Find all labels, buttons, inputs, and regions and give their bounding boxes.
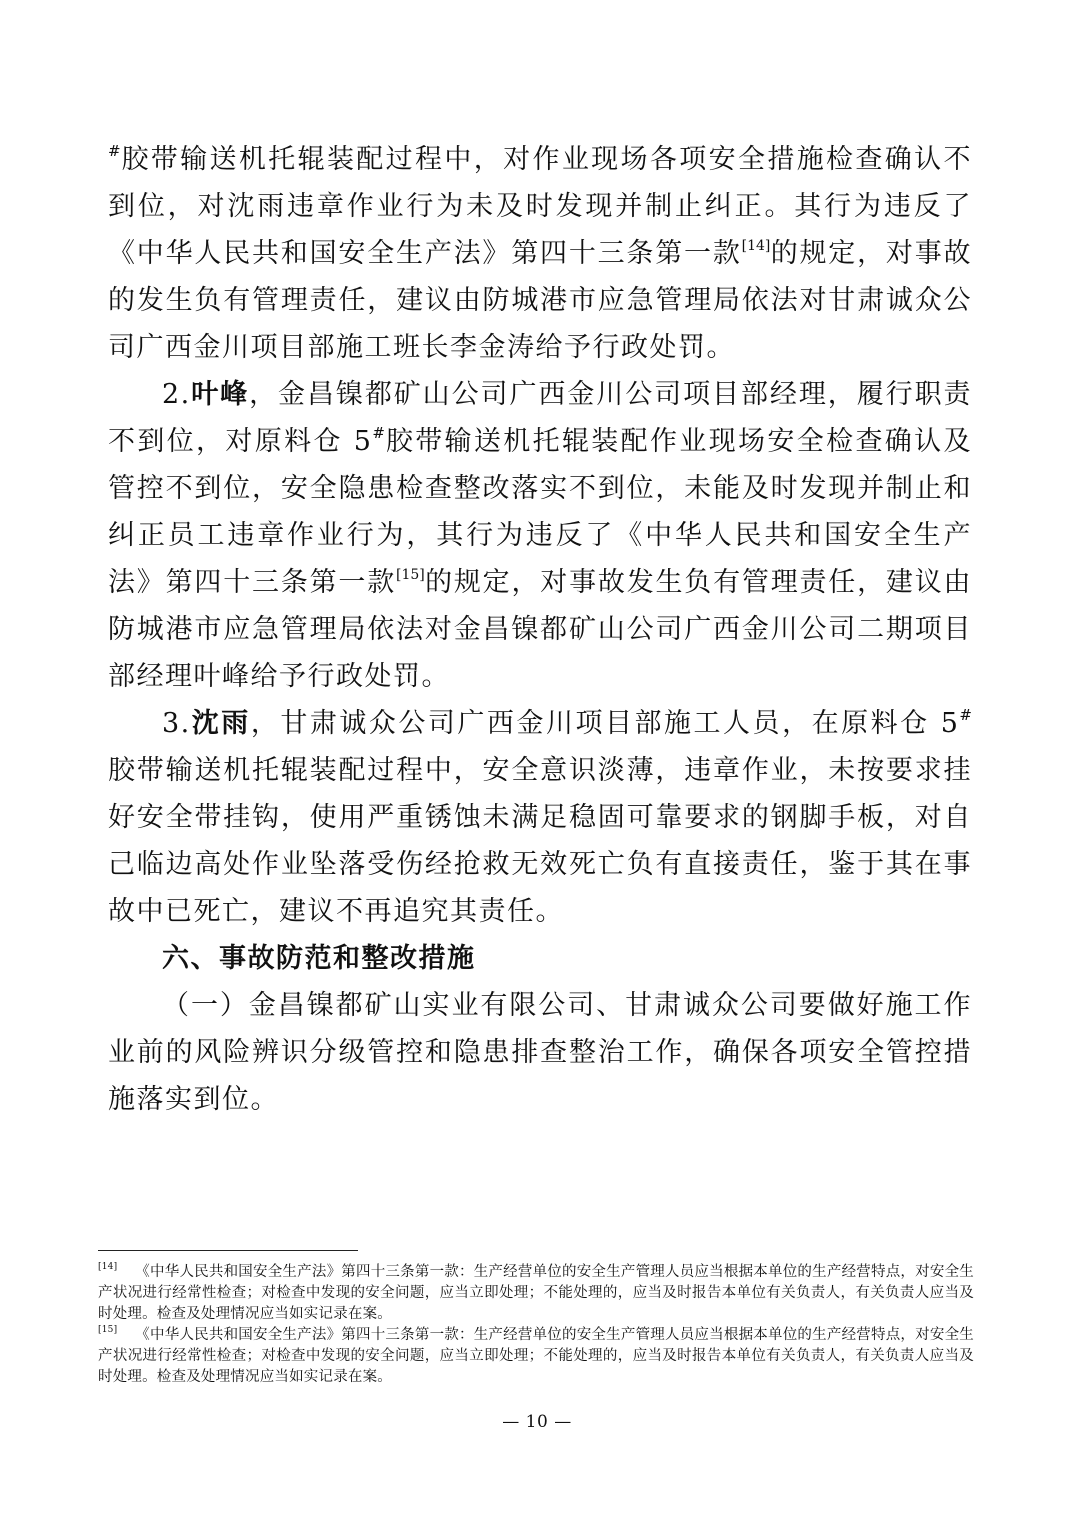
footnote-divider xyxy=(98,1250,358,1251)
paragraph-text: 胶带输送机托辊装配过程中，安全意识淡薄，违章作业，未按要求挂好安全带挂钩，使用严重锈蚀未满足稳固可靠要求的钢脚手板，对自己临边高处作业坠落受伤经抢救无效死亡负有直接责任，鉴于其在事故中已死亡，建议不再追究其责任。 xyxy=(108,755,972,927)
footnote-15 xyxy=(98,1325,974,1388)
footnote-ref-14[interactable]: [14] xyxy=(741,238,771,254)
paragraph-text: 的规定，对事故发生负有管理责任，建议由防城港市应急管理局依法对金昌镍都矿山公司广西金川公司二期项目部经理叶峰给予行政处罚。 xyxy=(108,567,973,692)
section-heading: 六、事故防范和整改措施 xyxy=(162,943,476,974)
body-text xyxy=(108,136,972,1123)
person-name: 沈雨 xyxy=(190,708,251,739)
footnote-ref-15[interactable]: [15] xyxy=(396,567,425,583)
paragraph-text: ，金昌镍都矿山公司广西金川公司项目部经理，履行职责不到位，对原料仓 5 xyxy=(108,379,973,457)
item-number: 3. xyxy=(162,708,191,739)
paragraph-text: 胶带输送机托辊装配作业现场安全检查确认及管控不到位，安全隐患检查整改落实不到位，未能及时发现并制止和纠正员工违章作业行为，其行为违反了《中华人民共和国安全生产法》第四十三条第一款 xyxy=(108,426,973,598)
item-number: 2. xyxy=(162,379,191,410)
hash-mark: # xyxy=(108,142,121,160)
paragraph-li-jintao xyxy=(108,136,972,371)
footnote-text: 《中华人民共和国安全生产法》第四十三条第一款：生产经营单位的安全生产管理人员应当根据本单位的生产经营特点，对安全生产状况进行经常性检查；对检查中发现的安全问题，应当立即处理；不能处理的，应当及时报告本单位有关负责人，有关负责人应当及时处理。检查及处理情况应当如实记录在案。 xyxy=(98,1264,974,1322)
footnote-text: 《中华人民共和国安全生产法》第四十三条第一款：生产经营单位的安全生产管理人员应当根据本单位的生产经营特点，对安全生产状况进行经常性检查；对检查中发现的安全问题，应当立即处理；不能处理的，应当及时报告本单位有关负责人，有关负责人应当及时处理。检查及处理情况应当如实记录在案。 xyxy=(98,1327,974,1385)
footnotes xyxy=(98,1262,974,1388)
hash-mark: # xyxy=(372,424,385,442)
paragraph-ye-feng xyxy=(108,371,972,700)
hash-mark: # xyxy=(959,706,972,724)
person-name: 叶峰 xyxy=(190,379,250,410)
paragraph-text: ，甘肃诚众公司广西金川项目部施工人员，在原料仓 5 xyxy=(250,708,960,739)
paragraph-shen-yu xyxy=(108,700,972,935)
paragraph-text: 的规定，对事故的发生负有管理责任，建议由防城港市应急管理局依法对甘肃诚众公司广西金川项目部施工班长李金涛给予行政处罚。 xyxy=(108,238,973,363)
paragraph-measures-1: （一）金昌镍都矿山实业有限公司、甘肃诚众公司要做好施工作业前的风险辨识分级管控和隐患排查整治工作，确保各项安全管控措施落实到位。 xyxy=(108,990,972,1115)
footnote-mark: [15] xyxy=(98,1325,118,1335)
footnote-14 xyxy=(98,1262,974,1325)
footnote-mark: [14] xyxy=(98,1262,118,1272)
page-number: — 10 — xyxy=(502,1412,572,1432)
paragraph-text: 胶带输送机托辊装配过程中，对作业现场各项安全措施检查确认不到位，对沈雨违章作业行为未及时发现并制止纠正。其行为违反了《中华人民共和国安全生产法》第四十三条第一款 xyxy=(108,144,972,269)
